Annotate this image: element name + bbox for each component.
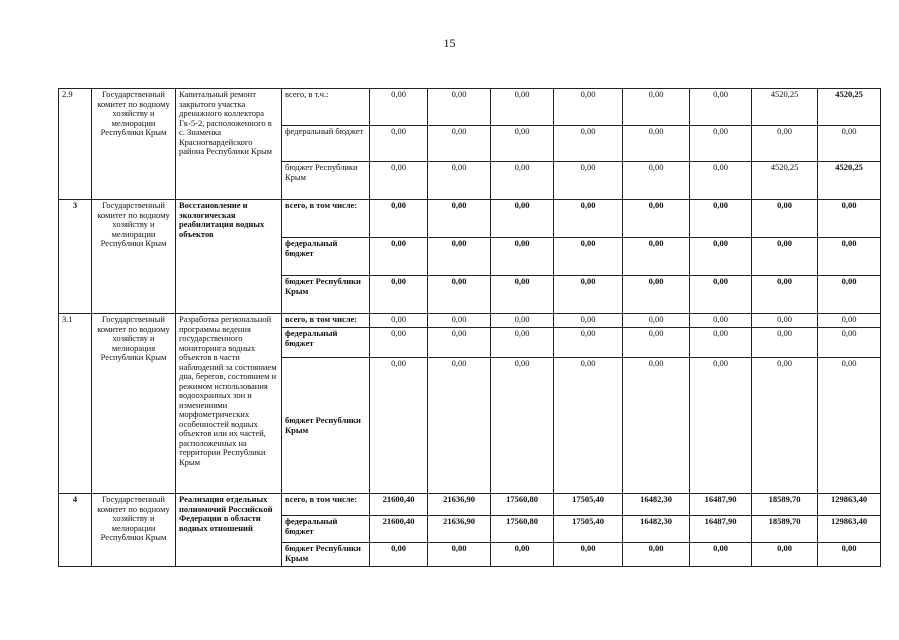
value-cell: 0,00 — [690, 89, 752, 126]
value-cell: 0,00 — [491, 358, 554, 494]
value-cell: 4520,25 — [818, 162, 881, 200]
value-cell: 0,00 — [491, 162, 554, 200]
value-cell: 0,00 — [752, 276, 818, 314]
value-cell: 0,00 — [818, 314, 881, 328]
value-cell: 0,00 — [491, 276, 554, 314]
value-cell: 0,00 — [623, 200, 690, 238]
value-cell: 0,00 — [690, 314, 752, 328]
value-cell: 21600,40 — [370, 516, 428, 543]
value-cell: 0,00 — [818, 126, 881, 162]
value-cell: 0,00 — [818, 358, 881, 494]
value-cell: 0,00 — [491, 89, 554, 126]
funding-source: всего, в т.ч.: — [282, 89, 370, 126]
value-cell: 4520,25 — [752, 89, 818, 126]
value-cell: 0,00 — [690, 358, 752, 494]
value-cell: 0,00 — [370, 358, 428, 494]
value-cell: 0,00 — [491, 126, 554, 162]
value-cell: 0,00 — [370, 126, 428, 162]
value-cell: 129863,40 — [818, 516, 881, 543]
value-cell: 0,00 — [491, 328, 554, 358]
value-cell: 16487,90 — [690, 494, 752, 516]
row-description: Восстановление и экологическая реабилитация водных объектов — [176, 200, 282, 314]
row-code: 2.9 — [59, 89, 92, 200]
value-cell: 0,00 — [818, 238, 881, 276]
value-cell: 0,00 — [752, 358, 818, 494]
value-cell: 0,00 — [752, 238, 818, 276]
funding-source: федеральный бюджет — [282, 328, 370, 358]
value-cell: 0,00 — [370, 200, 428, 238]
value-cell: 0,00 — [554, 314, 623, 328]
table-body — [59, 89, 881, 567]
value-cell: 0,00 — [690, 276, 752, 314]
value-cell: 0,00 — [554, 162, 623, 200]
value-cell: 0,00 — [623, 89, 690, 126]
value-cell: 0,00 — [491, 200, 554, 238]
value-cell: 129863,40 — [818, 494, 881, 516]
value-cell: 0,00 — [370, 238, 428, 276]
funding-source: бюджет Республики Крым — [282, 162, 370, 200]
funding-source: всего, в том числе: — [282, 200, 370, 238]
value-cell: 0,00 — [428, 238, 491, 276]
value-cell: 0,00 — [370, 89, 428, 126]
value-cell: 0,00 — [818, 328, 881, 358]
value-cell: 0,00 — [690, 200, 752, 238]
page-number: 15 — [443, 36, 456, 50]
value-cell: 0,00 — [623, 328, 690, 358]
value-cell: 0,00 — [690, 238, 752, 276]
value-cell: 21636,90 — [428, 516, 491, 543]
row-description: Реализация отдельных полномочий Российской Федерации в области водных отношений — [176, 494, 282, 567]
value-cell: 18589,70 — [752, 516, 818, 543]
table-row — [59, 200, 881, 238]
funding-source: федеральный бюджет — [282, 126, 370, 162]
value-cell: 21636,90 — [428, 494, 491, 516]
value-cell: 0,00 — [554, 89, 623, 126]
value-cell: 21600,40 — [370, 494, 428, 516]
value-cell: 0,00 — [370, 328, 428, 358]
value-cell: 0,00 — [370, 276, 428, 314]
value-cell: 0,00 — [554, 358, 623, 494]
value-cell: 16482,30 — [623, 494, 690, 516]
value-cell: 0,00 — [428, 328, 491, 358]
value-cell: 0,00 — [428, 162, 491, 200]
value-cell: 0,00 — [554, 126, 623, 162]
value-cell: 0,00 — [752, 328, 818, 358]
value-cell: 0,00 — [690, 328, 752, 358]
value-cell: 0,00 — [428, 314, 491, 328]
table-row — [59, 494, 881, 516]
value-cell: 0,00 — [491, 238, 554, 276]
value-cell: 0,00 — [428, 89, 491, 126]
value-cell: 0,00 — [623, 543, 690, 567]
table-row — [59, 314, 881, 328]
value-cell: 0,00 — [752, 543, 818, 567]
value-cell: 0,00 — [428, 358, 491, 494]
value-cell: 0,00 — [491, 314, 554, 328]
value-cell: 17505,40 — [554, 494, 623, 516]
value-cell: 17560,80 — [491, 494, 554, 516]
value-cell: 0,00 — [623, 238, 690, 276]
value-cell: 0,00 — [428, 126, 491, 162]
value-cell: 0,00 — [623, 358, 690, 494]
value-cell: 0,00 — [690, 126, 752, 162]
funding-source: бюджет Республики Крым — [282, 543, 370, 567]
value-cell: 17560,80 — [491, 516, 554, 543]
funding-source: федеральный бюджет — [282, 516, 370, 543]
value-cell: 0,00 — [554, 276, 623, 314]
value-cell: 4520,25 — [752, 162, 818, 200]
row-organization: Государственный комитет по водному хозяйству и мелиорация Республики Крым — [92, 314, 176, 494]
value-cell: 0,00 — [818, 543, 881, 567]
value-cell: 0,00 — [623, 126, 690, 162]
value-cell: 0,00 — [690, 543, 752, 567]
value-cell: 0,00 — [554, 328, 623, 358]
value-cell: 0,00 — [690, 162, 752, 200]
value-cell: 0,00 — [370, 162, 428, 200]
value-cell: 16487,90 — [690, 516, 752, 543]
value-cell: 0,00 — [623, 276, 690, 314]
funding-source: бюджет Республики Крым — [282, 358, 370, 494]
value-cell: 0,00 — [428, 200, 491, 238]
row-description: Разработка региональной программы ведения государственного мониторинга водных объектов в части наблюдений за состоянием дна, берегов, состоянием и режимом использования водоохранных зон и изменениями морфометрических особенностей водных объектов или их частей, расположенных на территории Республики Крым — [176, 314, 282, 494]
row-code: 3 — [59, 200, 92, 314]
funding-source: бюджет Республики Крым — [282, 276, 370, 314]
table-row — [59, 89, 881, 126]
value-cell: 0,00 — [428, 276, 491, 314]
budget-table — [58, 88, 881, 567]
funding-source: всего, в том числе: — [282, 494, 370, 516]
value-cell: 0,00 — [428, 543, 491, 567]
value-cell: 0,00 — [623, 162, 690, 200]
value-cell: 0,00 — [554, 238, 623, 276]
row-organization: Государственный комитет по водному хозяйству и мелиорации Республики Крым — [92, 200, 176, 314]
value-cell: 0,00 — [554, 543, 623, 567]
row-organization: Государственный комитет по водному хозяйству и мелиорации Республики Крым — [92, 494, 176, 567]
value-cell: 0,00 — [752, 314, 818, 328]
value-cell: 0,00 — [491, 543, 554, 567]
value-cell: 0,00 — [818, 200, 881, 238]
value-cell: 0,00 — [752, 126, 818, 162]
value-cell: 0,00 — [818, 276, 881, 314]
value-cell: 18589,70 — [752, 494, 818, 516]
value-cell: 0,00 — [370, 314, 428, 328]
value-cell: 16482,30 — [623, 516, 690, 543]
row-code: 4 — [59, 494, 92, 567]
value-cell: 17505,40 — [554, 516, 623, 543]
funding-source: федеральный бюджет — [282, 238, 370, 276]
row-description: Капитальный ремонт закрытого участка дренажного коллектора Гк-5-2, расположенного в с. Знаменка Красногвардейского района Республики Крым — [176, 89, 282, 200]
value-cell: 4520,25 — [818, 89, 881, 126]
value-cell: 0,00 — [554, 200, 623, 238]
row-code: 3.1 — [59, 314, 92, 494]
funding-source: всего, в том числе: — [282, 314, 370, 328]
row-organization: Государственный комитет по водному хозяйству и мелиорации Республики Крым — [92, 89, 176, 200]
value-cell: 0,00 — [370, 543, 428, 567]
value-cell: 0,00 — [623, 314, 690, 328]
value-cell: 0,00 — [752, 200, 818, 238]
